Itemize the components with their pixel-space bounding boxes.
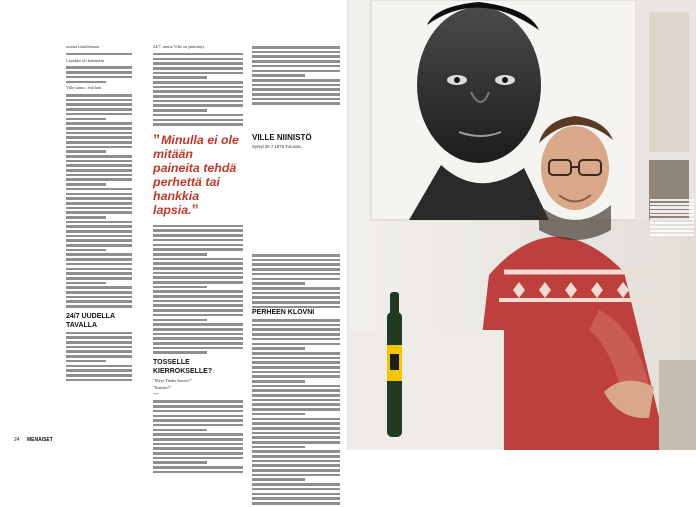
illegible-text-line (153, 328, 243, 331)
illegible-text-line (66, 113, 132, 116)
illegible-text-line (66, 221, 132, 224)
magazine-name: MENAISET (26, 437, 53, 443)
illegible-text-line (252, 98, 340, 101)
illegible-text-line (66, 291, 132, 294)
illegible-text-line (252, 347, 305, 350)
illegible-text-line (66, 305, 132, 308)
column-2-qa-line: ”?” (153, 391, 159, 397)
illegible-text-line (66, 216, 106, 219)
illegible-text-line (153, 314, 243, 317)
illegible-text-line (66, 118, 106, 121)
illegible-text-line (153, 100, 243, 103)
illegible-text-line (153, 95, 243, 98)
illegible-text-line (66, 336, 132, 339)
illegible-text-line (66, 169, 132, 172)
column-1-line: asioita tiirailemaan. (66, 44, 100, 49)
illegible-text-line (66, 341, 132, 344)
column-1 (66, 44, 132, 383)
illegible-text-line (66, 282, 106, 285)
illegible-text-line (252, 450, 340, 453)
illegible-text-line (153, 276, 243, 279)
column-2-top-text (153, 44, 243, 126)
illegible-text-line (153, 225, 243, 228)
illegible-caption-line (650, 210, 694, 212)
illegible-text-line (252, 268, 340, 271)
illegible-text-line (66, 374, 132, 377)
illegible-text-line (66, 277, 132, 280)
illegible-text-line (66, 230, 132, 233)
illegible-text-line (66, 355, 132, 358)
portrait-photo (349, 0, 696, 450)
photo-caption (650, 197, 694, 237)
illegible-text-line (252, 79, 340, 82)
fact-box (252, 133, 340, 150)
illegible-text-line (252, 357, 340, 360)
illegible-caption-line (650, 203, 694, 205)
illegible-text-line (252, 55, 340, 58)
illegible-text-line (66, 155, 132, 158)
column-3-subhead: PERHEEN KLOVNI (252, 309, 315, 316)
illegible-text-line (252, 413, 305, 416)
illegible-text-line (66, 178, 132, 181)
illegible-text-line (252, 301, 340, 304)
illegible-text-line (153, 109, 207, 112)
illegible-text-line (252, 371, 340, 374)
illegible-text-line (66, 132, 132, 135)
illegible-caption-line (650, 222, 694, 224)
illegible-text-line (252, 319, 340, 322)
column-2 (153, 44, 243, 475)
illegible-text-line (252, 380, 305, 383)
illegible-text-line (252, 460, 340, 463)
illegible-text-line (252, 361, 340, 364)
illegible-text-line (66, 127, 132, 130)
illegible-text-line (153, 67, 243, 70)
illegible-text-line (153, 304, 243, 307)
illegible-text-line (153, 62, 243, 65)
illegible-text-line (153, 323, 243, 326)
illegible-text-line (153, 319, 207, 322)
pull-quote-close-mark: ” (191, 200, 199, 217)
illegible-text-line (66, 365, 132, 368)
illegible-text-line (153, 424, 243, 427)
illegible-text-line (153, 342, 243, 345)
illegible-text-line (252, 427, 340, 430)
illegible-text-line (252, 408, 340, 411)
pull-quote-text: Minulla ei ole mitään paineita tehdä perhettä tai hankkia lapsia. (153, 132, 239, 217)
illegible-text-line (252, 46, 340, 49)
illegible-text-line (252, 497, 340, 500)
illegible-caption-line (650, 206, 694, 208)
illegible-text-line (66, 108, 132, 111)
illegible-text-line (153, 90, 243, 93)
pull-quote (153, 130, 243, 217)
illegible-text-line (252, 324, 340, 327)
illegible-text-line (252, 399, 340, 402)
illegible-text-line (252, 422, 340, 425)
illegible-text-line (66, 207, 132, 210)
illegible-text-line (153, 86, 243, 89)
illegible-text-line (153, 272, 243, 275)
illegible-text-line (66, 346, 132, 349)
illegible-text-line (153, 290, 243, 293)
illegible-text-line (66, 164, 132, 167)
illegible-text-line (66, 379, 132, 382)
illegible-text-line (252, 70, 340, 73)
column-2-qa-line: ”Kuinka?” (153, 384, 172, 390)
column-3-continued (252, 252, 340, 310)
column-1-line: Ville sanoo, että hän (66, 85, 102, 91)
illegible-text-line (153, 452, 243, 455)
illegible-text-line (66, 272, 132, 275)
illegible-text-line (153, 400, 243, 403)
illegible-text-line (66, 174, 132, 177)
column-1-subhead: 24/7 UUDELLA TAVALLA (66, 312, 115, 329)
illegible-text-line (66, 183, 106, 186)
illegible-text-line (66, 286, 132, 289)
illegible-text-line (252, 469, 340, 472)
illegible-text-line (252, 328, 340, 331)
illegible-text-line (153, 337, 243, 340)
column-3-lower (252, 308, 340, 507)
illegible-text-line (252, 273, 340, 276)
illegible-text-line (252, 60, 340, 63)
illegible-text-line (153, 351, 207, 354)
illegible-text-line (153, 443, 243, 446)
pull-quote-open-mark: ” (153, 130, 160, 147)
column-1-bottom-text (66, 332, 132, 381)
illegible-text-line (252, 74, 305, 77)
page-footer (14, 437, 53, 443)
illegible-text-line (153, 58, 243, 61)
illegible-text-line (66, 71, 132, 74)
illegible-text-line (153, 104, 243, 107)
illegible-text-line (252, 296, 340, 299)
illegible-text-line (66, 66, 132, 69)
illegible-text-line (66, 99, 132, 102)
column-2-lower-text (153, 225, 243, 354)
illegible-text-line (153, 438, 243, 441)
illegible-text-line (66, 103, 132, 106)
illegible-text-line (153, 433, 243, 436)
illegible-text-line (252, 366, 340, 369)
illegible-text-line (66, 263, 132, 266)
illegible-text-line (252, 432, 340, 435)
illegible-text-line (66, 76, 132, 79)
illegible-text-line (153, 415, 243, 418)
illegible-text-line (153, 281, 243, 284)
column-3-after-text (252, 319, 340, 504)
illegible-text-line (153, 267, 243, 270)
illegible-text-line (66, 244, 132, 247)
illegible-text-line (153, 461, 207, 464)
illegible-text-line (153, 466, 243, 469)
illegible-text-line (252, 483, 340, 486)
illegible-text-line (153, 429, 207, 432)
illegible-text-line (66, 239, 132, 242)
illegible-text-line (153, 119, 243, 122)
illegible-text-line (252, 254, 340, 257)
illegible-caption-line (650, 226, 694, 228)
column-3 (252, 44, 340, 107)
illegible-text-line (66, 268, 132, 271)
portrait-illustration (349, 0, 696, 450)
column-2-qa-line: ”Myyt Tinder-kaveri?” (153, 377, 193, 383)
illegible-text-line (252, 493, 340, 496)
illegible-caption-line (650, 218, 694, 220)
illegible-text-line (66, 258, 132, 261)
column-2-qa (153, 378, 243, 398)
illegible-text-line (153, 262, 243, 265)
illegible-text-line (66, 369, 132, 372)
illegible-text-line (252, 93, 340, 96)
illegible-text-line (66, 136, 132, 139)
illegible-text-line (252, 263, 340, 266)
illegible-text-line (252, 333, 340, 336)
illegible-text-line (252, 418, 340, 421)
illegible-text-line (153, 419, 243, 422)
illegible-text-line (153, 114, 243, 117)
column-1-line: Lepakko oli kuitenkin (66, 57, 104, 63)
column-3-mid-text (252, 254, 340, 308)
illegible-text-line (252, 84, 340, 87)
illegible-text-line (153, 123, 243, 126)
illegible-text-line (153, 81, 243, 84)
illegible-caption-line (650, 230, 694, 232)
illegible-text-line (252, 436, 340, 439)
illegible-text-line (252, 287, 340, 290)
column-1-top-text (66, 44, 132, 308)
illegible-text-line (153, 53, 243, 56)
illegible-text-line (66, 225, 132, 228)
illegible-text-line (66, 202, 132, 205)
illegible-text-line (252, 446, 305, 449)
illegible-text-line (252, 282, 305, 285)
illegible-text-line (153, 72, 243, 75)
illegible-text-line (66, 81, 106, 84)
illegible-text-line (252, 464, 340, 467)
illegible-text-line (66, 332, 132, 335)
illegible-caption-line (650, 214, 694, 216)
illegible-text-line (153, 253, 207, 256)
illegible-text-line (252, 478, 305, 481)
illegible-text-line (153, 333, 243, 336)
illegible-text-line (153, 405, 243, 408)
illegible-text-line (66, 150, 106, 153)
illegible-text-line (153, 295, 243, 298)
column-2-line: 24/7, mutta Ville on päättänyt (153, 44, 205, 49)
illegible-text-line (66, 188, 132, 191)
illegible-text-line (66, 211, 132, 214)
illegible-text-line (252, 102, 340, 105)
illegible-text-line (153, 309, 243, 312)
column-3-top-text (252, 46, 340, 105)
illegible-text-line (66, 235, 132, 238)
illegible-text-line (252, 88, 340, 91)
illegible-text-line (153, 471, 243, 474)
illegible-text-line (66, 253, 132, 256)
illegible-text-line (66, 141, 132, 144)
column-2-bottom-text (153, 400, 243, 473)
illegible-text-line (66, 197, 132, 200)
illegible-text-line (252, 389, 340, 392)
illegible-text-line (252, 474, 340, 477)
illegible-text-line (252, 51, 340, 54)
illegible-text-line (153, 286, 207, 289)
illegible-text-line (252, 488, 340, 491)
illegible-text-line (252, 441, 340, 444)
illegible-text-line (66, 193, 132, 196)
page-number: 24 (14, 437, 20, 443)
fact-box-item: Syntyi 30.7.1976 Turussa. (252, 144, 302, 149)
illegible-text-line (252, 338, 340, 341)
illegible-text-line (252, 292, 340, 295)
fact-box-items (252, 144, 340, 150)
illegible-text-line (252, 455, 340, 458)
illegible-text-line (252, 278, 340, 281)
illegible-caption-line (650, 199, 694, 201)
illegible-text-line (66, 53, 132, 56)
column-2-subhead: TOSSELLE KIERROKSELLE? (153, 358, 213, 375)
illegible-text-line (252, 502, 340, 505)
illegible-text-line (153, 410, 243, 413)
illegible-text-line (252, 259, 340, 262)
illegible-text-line (252, 65, 340, 68)
illegible-text-line (66, 94, 132, 97)
illegible-text-line (153, 229, 243, 232)
illegible-text-line (66, 300, 132, 303)
illegible-text-line (153, 234, 243, 237)
illegible-text-line (66, 249, 106, 252)
illegible-text-line (66, 360, 106, 363)
illegible-text-line (153, 347, 243, 350)
illegible-text-line (153, 248, 243, 251)
illegible-text-line (252, 403, 340, 406)
illegible-text-line (66, 146, 132, 149)
illegible-caption-line (650, 234, 694, 236)
photo-caption-lines (650, 199, 694, 236)
illegible-text-line (153, 258, 243, 261)
illegible-text-line (252, 394, 340, 397)
illegible-text-line (66, 160, 132, 163)
illegible-text-line (252, 352, 340, 355)
illegible-text-line (252, 385, 340, 388)
illegible-text-line (66, 350, 132, 353)
illegible-text-line (252, 343, 340, 346)
illegible-text-line (153, 76, 207, 79)
fact-box-title: VILLE NIINISTÖ (252, 133, 312, 142)
illegible-text-line (66, 296, 132, 299)
illegible-text-line (66, 122, 132, 125)
illegible-text-line (153, 300, 243, 303)
illegible-text-line (153, 239, 243, 242)
illegible-text-line (252, 375, 340, 378)
illegible-text-line (153, 244, 243, 247)
illegible-text-line (153, 457, 243, 460)
